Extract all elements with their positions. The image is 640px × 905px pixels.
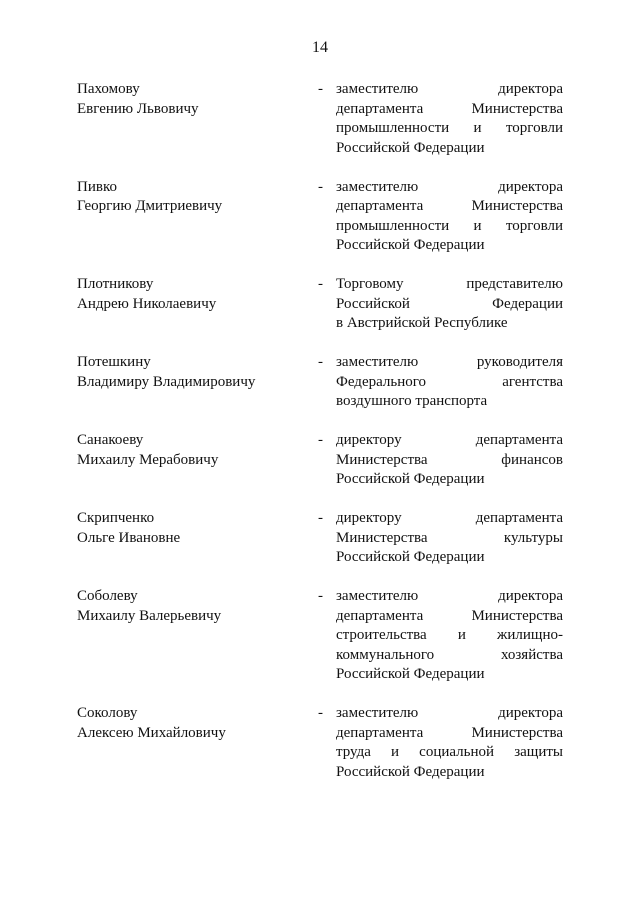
position-line: Министерства культуры [336,529,563,546]
surname: Скрипченко [77,510,155,526]
appointment-entry [0,509,640,587]
given-name-patronymic: Владимиру Владимировичу [77,373,256,390]
position-title [336,275,563,334]
dash-separator: - [318,705,323,721]
dash-separator: - [318,178,323,195]
person-name [77,587,297,626]
position-title [336,509,563,568]
dash-separator: - [318,81,323,97]
position-line: департамента Министерства [336,198,563,214]
person-name [77,509,297,548]
position-line: строительства и жилищно- [336,627,563,643]
given-name-patronymic: Михаилу Мерабовичу [77,451,219,468]
position-line: труда и социальной защиты [336,744,563,760]
position-line: промышленности и торговли [336,217,563,234]
position-line: воздушного транспорта [336,393,488,409]
position-line: Российской Федерации [336,139,485,156]
position-title [336,178,563,256]
position-line: Российской Федерации [336,549,485,565]
dash-separator: - [318,588,323,604]
appointment-list [0,80,640,802]
position-line: промышленности и торговли [336,120,563,136]
position-line: Министерства финансов [336,451,563,468]
surname: Потешкину [77,354,151,370]
position-title [336,80,563,158]
page-number: 14 [312,39,328,56]
appointment-entry [0,80,640,178]
surname: Пивко [77,178,117,195]
position-line: директору департамента [336,510,563,526]
position-line: в Австрийской Республике [336,315,508,331]
surname: Пахомову [77,81,140,97]
given-name-patronymic: Евгению Львовичу [77,100,199,117]
appointment-entry [0,353,640,431]
position-line: Российской Федерации [336,295,563,312]
position-line: Федерального агентства [336,373,563,390]
given-name-patronymic: Георгию Дмитриевичу [77,198,223,214]
person-name [77,704,297,743]
appointment-entry [0,275,640,353]
position-line: департамента Министерства [336,724,563,741]
position-line: заместителю директора [336,81,563,97]
surname: Плотникову [77,276,154,292]
appointment-entry [0,587,640,704]
surname: Соболеву [77,588,138,604]
given-name-patronymic: Алексею Михайловичу [77,724,226,741]
dash-separator: - [318,510,323,526]
position-title [336,431,563,490]
person-name [77,80,297,119]
dash-separator: - [318,276,323,292]
dash-separator: - [318,432,323,448]
position-line: Российской Федерации [336,666,485,682]
appointment-entry [0,704,640,802]
position-line: Российской Федерации [336,237,485,253]
position-line: заместителю директора [336,705,563,721]
position-line: департамента Министерства [336,100,563,117]
position-line: Российской Федерации [336,763,485,780]
position-line: департамента Министерства [336,607,563,624]
person-name [77,431,297,470]
position-line: директору департамента [336,432,563,448]
position-line: Торговому представителю [336,276,563,292]
person-name [77,353,297,392]
dash-separator: - [318,354,323,370]
position-line: заместителю директора [336,178,563,195]
given-name-patronymic: Андрею Николаевичу [77,295,217,312]
given-name-patronymic: Ольге Ивановне [77,529,181,546]
position-title [336,353,563,412]
position-line: коммунального хозяйства [336,646,563,663]
position-line: заместителю руководителя [336,354,563,370]
position-line: Российской Федерации [336,471,485,487]
surname: Соколову [77,705,138,721]
appointment-entry [0,431,640,509]
position-title [336,704,563,782]
person-name [77,275,297,314]
given-name-patronymic: Михаилу Валерьевичу [77,607,222,624]
appointment-entry [0,178,640,276]
surname: Санакоеву [77,432,144,448]
person-name [77,178,297,217]
position-line: заместителю директора [336,588,563,604]
position-title [336,587,563,685]
